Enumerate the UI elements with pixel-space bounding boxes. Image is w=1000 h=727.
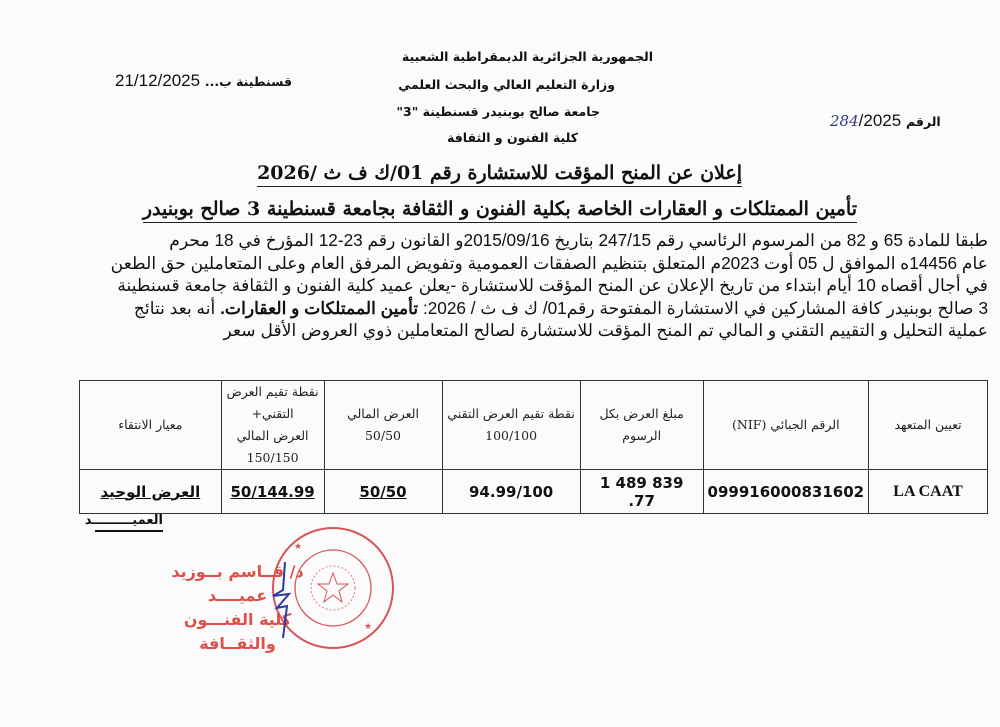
announcement-title: إعلان عن المنح المؤقت للاستشارة رقم 01/ك ف ث /2026	[257, 160, 742, 187]
faculty-heading: كلية الفنون و الثقافة	[447, 130, 578, 145]
place-label: قسنطينة ب...	[204, 74, 293, 89]
signer-role: عميــــد	[207, 586, 268, 605]
university-heading: جامعة صالح بوبنيدر قسنطينة "3"	[396, 104, 600, 119]
body-line: عملية التحليل و التقييم التقني و المالي تم المنح المؤقت للاستشارة لصالح المتعاملين ذوي العروض الأقل سعر	[223, 320, 988, 341]
body-line: طبقا للمادة 65 و 82 من المرسوم الرئاسي رقم 247/15 بتاريخ 2015/09/16و القانون رقم 23-12 المؤرخ في 18 محرم	[169, 230, 988, 250]
signer-faculty: كلية الفنـــون والثقــافة	[183, 610, 292, 653]
body-line: عام 14456ه الموافق ل 05 أوت 2023م المتعلق بتنظيم الصفقات العمومية وتفويض المرفق العام وعلى المتعاملين حق الطعن	[110, 252, 988, 273]
body-line: في أجال أقصاه 10 أيام ابتداء من تاريخ الإعلان عن المنح المؤقت للاستشارة -يعلن عميد كلية الفنون و الثقافة جامعة قسنطينة	[117, 275, 988, 296]
cell-nif: 099916000831602	[703, 470, 869, 514]
reference-number	[830, 111, 941, 131]
header-total-score: نقطة تقيم العرض التقني+ العرض المالي 150/150	[221, 381, 324, 470]
cell-tech-score: 94.99/100	[442, 470, 580, 514]
body-line-text: 3 صالح بوبنيدر كافة المشاركين في الاستشارة المفتوحة رقم01/ ك ف ث / 2026:	[418, 297, 988, 318]
svg-text:★: ★	[294, 542, 303, 552]
header-bidder: تعيين المتعهد	[869, 381, 988, 470]
place-date	[115, 71, 292, 91]
announcement-body	[110, 229, 988, 342]
ministry-heading: وزارة التعليم العالي والبحث العلمي	[398, 77, 615, 92]
body-line-tail: أنه بعد نتائج	[133, 297, 221, 318]
table-header-row	[80, 381, 988, 470]
header-amount: مبلغ العرض بكل الرسوم	[580, 381, 703, 470]
subject-bold: تأمين الممتلكات و العقارات.	[220, 297, 419, 318]
signer-name: د/ قــاسم بــوزيد	[171, 562, 304, 581]
handwritten-signature-icon	[263, 560, 303, 640]
reference-label: الرقم	[905, 114, 941, 129]
cell-fin-score: 50/50	[324, 470, 442, 514]
header-nif: الرقم الجبائي (NIF)	[703, 381, 869, 470]
announcement-subject: تأمين الممتلكات و العقارات الخاصة بكلية الفنون و الثقافة بجامعة قسنطينة 3 صالح بوبنيدر	[143, 196, 857, 223]
cell-total-score: 50/144.99	[221, 470, 324, 514]
cell-bidder: LA CAAT	[869, 470, 988, 514]
cell-amount: 1 489 839 .77	[580, 470, 703, 514]
reference-handwritten: 284	[830, 112, 859, 130]
reference-year: /2025	[858, 111, 902, 130]
header-criterion: معيار الانتقاء	[80, 381, 222, 470]
dean-label: العميـــــــــد	[95, 513, 163, 532]
document-date: 21/12/2025	[115, 71, 201, 90]
table-row	[80, 470, 988, 514]
header-fin-score: العرض المالي 50/50	[324, 381, 442, 470]
body-line	[133, 297, 988, 320]
results-table	[79, 380, 988, 514]
header-tech-score: نقطة تقيم العرض التقني 100/100	[442, 381, 580, 470]
svg-text:★: ★	[364, 622, 373, 632]
republic-heading: الجمهورية الجزائرية الديمقراطية الشعبية	[401, 49, 653, 64]
cell-criterion: العرض الوحيد	[80, 470, 222, 514]
